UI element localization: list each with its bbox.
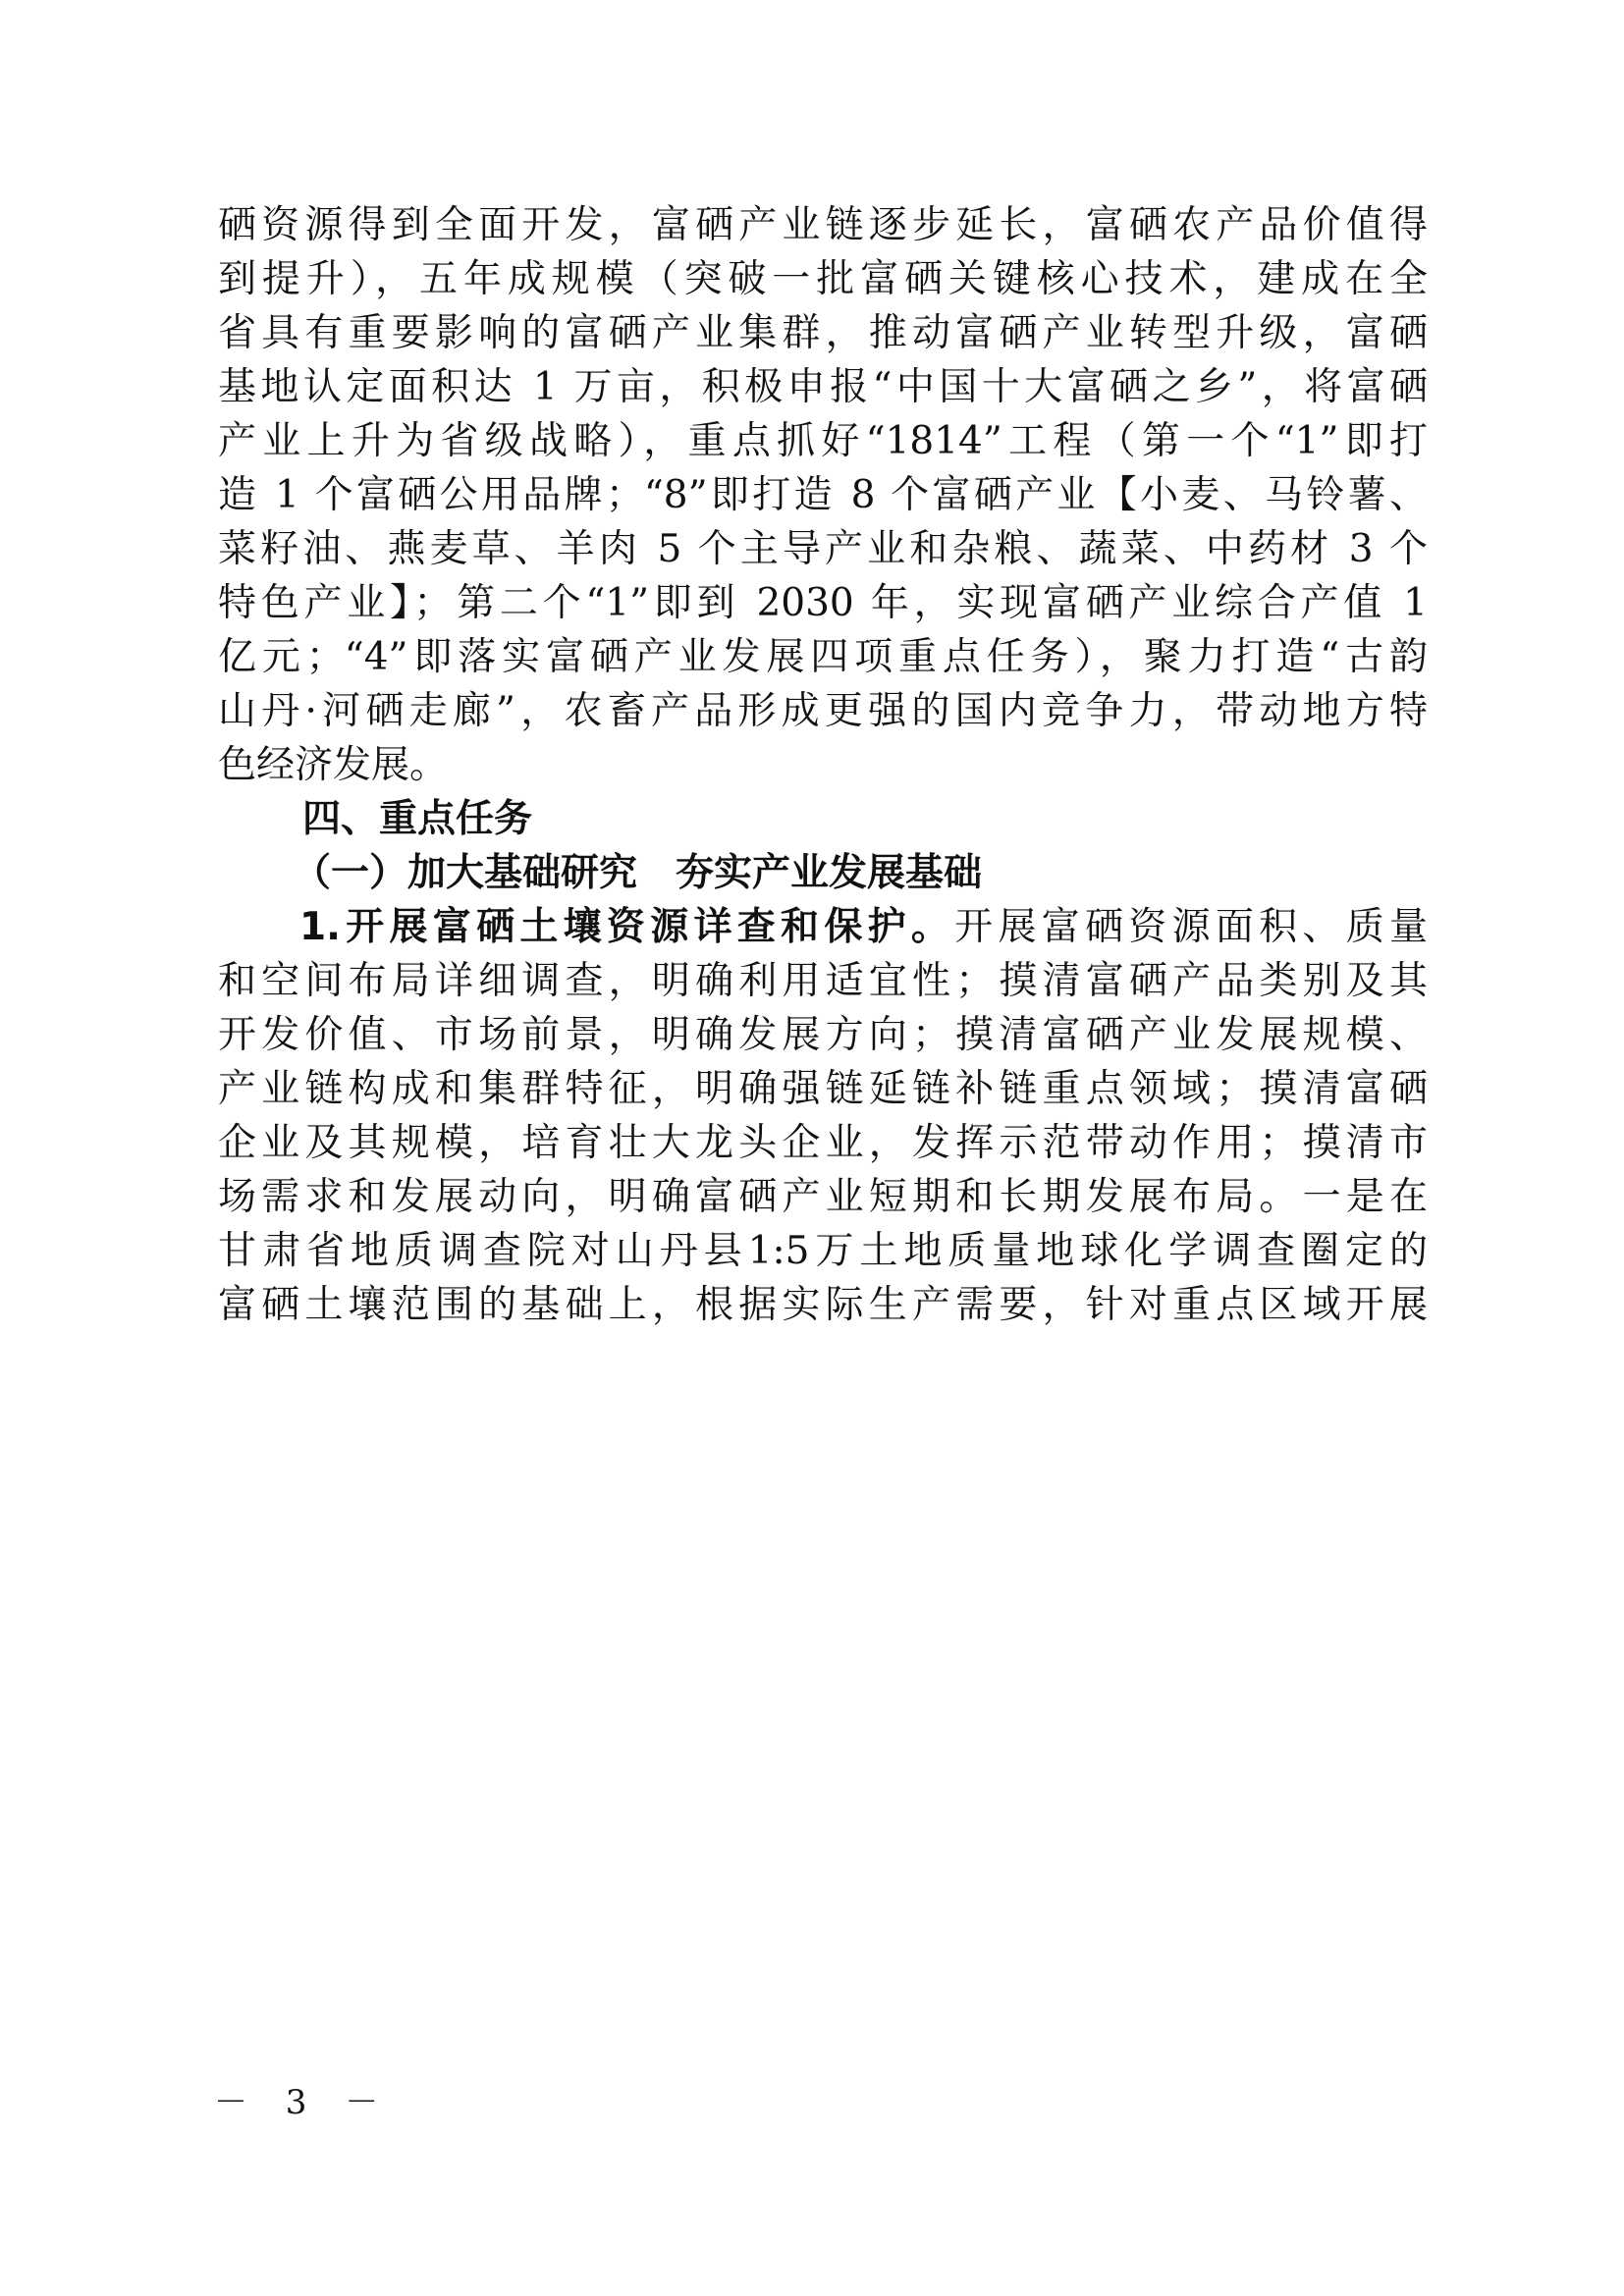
body-line: 硒资源得到全面开发，富硒产业链逐步延长，富硒农产品价值得 [218,203,1428,247]
body-line: 亿元；“4”即落实富硒产业发展四项重点任务），聚力打造“古韵 [218,635,1428,679]
body-line: 省具有重要影响的富硒产业集群，推动富硒产业转型升级，富硒 [218,311,1428,355]
body-line: 开发价值、市场前景，明确发展方向；摸清富硒产业发展规模、 [218,1013,1428,1057]
body-line: 基地认定面积达 1 万亩，积极申报“中国十大富硒之乡”，将富硒 [218,365,1428,409]
item-first-line-rest: 开展富硒资源面积、质量 [954,905,1428,949]
body-line: 山丹·河硒走廊”，农畜产品形成更强的国内竞争力，带动地方特 [218,689,1428,733]
item-title: 1.开展富硒土壤资源详查和保护。 [299,905,955,949]
body-line: 菜籽油、燕麦草、羊肉 5 个主导产业和杂粮、蔬菜、中药材 3 个 [218,527,1428,571]
body-line: 和空间布局详细调查，明确利用适宜性；摸清富硒产品类别及其 [218,959,1428,1003]
body-line: 产业链构成和集群特征，明确强链延链补链重点领域；摸清富硒 [218,1067,1428,1111]
body-line: 色经济发展。 [218,743,449,787]
subsection-heading: （一）加大基础研究 夯实产业发展基础 [293,851,983,895]
section-heading: 四、重点任务 [302,797,533,841]
body-line: 到提升），五年成规模（突破一批富硒关键核心技术，建成在全 [218,257,1428,301]
body-line: 富硒土壤范围的基础上，根据实际生产需要，针对重点区域开展 [218,1283,1428,1327]
body-line: 场需求和发展动向，明确富硒产业短期和长期发展布局。一是在 [218,1175,1428,1219]
body-line: 产业上升为省级战略），重点抓好“1814”工程（第一个“1”即打 [218,419,1428,463]
item-first-line [299,904,1428,951]
body-line: 甘肃省地质调查院对山丹县1:5万土地质量地球化学调查圈定的 [218,1229,1428,1273]
body-line: 企业及其规模，培育壮大龙头企业，发挥示范带动作用；摸清市 [218,1121,1428,1165]
body-line: 造 1 个富硒公用品牌；“8”即打造 8 个富硒产业【小麦、马铃薯、 [218,473,1428,517]
body-line: 特色产业】；第二个“1”即到 2030 年，实现富硒产业综合产值 1 [218,581,1428,625]
page-number: － 3 － [214,2083,393,2122]
